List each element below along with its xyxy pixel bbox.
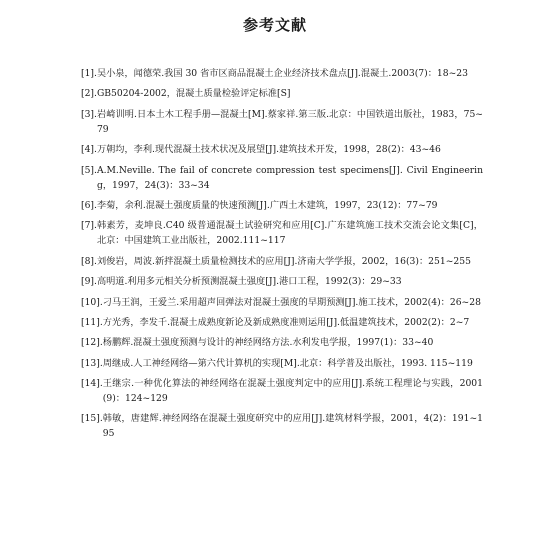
reference-text: 吴小泉，闻德荣.我国 30 省市区商品混凝土企业经济技术盘点[J].混凝土.2003(7)：18~23: [96, 68, 468, 79]
reference-list: [81, 66, 483, 447]
reference-number: [8].: [81, 255, 97, 267]
reference-text: 杨鹏辉.混凝土强度预测与设计的神经网络方法.水利发电学报，1997(1)：33~40: [102, 337, 434, 349]
reference-text: GB50204-2002，混凝土质量检验评定标准[S]: [96, 88, 291, 100]
reference-item: [81, 107, 483, 137]
reference-item: [81, 142, 483, 157]
reference-text: 万朝均，李利.现代混凝土技术状况及展望[J].建筑技术开发，1998，28(2)：43~46: [96, 144, 441, 156]
reference-number: [3].: [81, 108, 97, 120]
reference-text: 王继宗.一种优化算法的神经网络在混凝土强度判定中的应用[J].系统工程理论与实践，2001(9)：124~129: [102, 378, 483, 405]
reference-item: [81, 86, 483, 101]
reference-item: [81, 335, 483, 350]
reference-number: [11].: [81, 316, 103, 328]
reference-text: 方光秀，李发千.混凝土成熟度新论及新成熟度准则运用[J].低温建筑技术，2002(2)：2~7: [102, 316, 470, 328]
reference-number: [13].: [81, 357, 103, 369]
reference-item: [81, 376, 483, 406]
reference-text: 岩崎训明.日本土木工程手册—混凝土[M].蔡家祥.第三版.北京：中国铁道出版社，1983，75~79: [96, 108, 483, 135]
reference-number: [5].: [81, 164, 97, 176]
reference-number: [6].: [81, 199, 97, 211]
reference-number: [2].: [81, 88, 97, 100]
reference-item: [81, 254, 483, 269]
reference-item: [81, 295, 483, 310]
reference-text: A.M.Neville. The fail of concrete compression test specimens[J]. Civil Engineering，1997，24(3)：33~34: [96, 164, 483, 191]
reference-text: 韩素芳，麦坤良.C40 级普通混凝土试验研究和应用[C].广东建筑施工技术交流会论文集[C]，北京：中国建筑工业出版社，2002.111~117: [96, 220, 483, 247]
reference-item: [81, 163, 483, 193]
reference-number: [9].: [81, 276, 97, 288]
reference-item: [81, 198, 483, 213]
reference-text: 刁马王润，王爱兰.采用超声回弹法对混凝土强度的早期预测[J].施工技术，2002(4)：26~28: [102, 296, 481, 308]
reference-item: [81, 356, 483, 371]
page-title: 参考文献: [242, 16, 307, 34]
reference-item: [81, 315, 483, 330]
reference-number: [12].: [81, 337, 103, 349]
reference-text: 韩敏，唐建辉.神经网络在混凝土强度研究中的应用[J].建筑材料学报，2001，4(2)：191~195: [102, 413, 483, 440]
reference-number: [4].: [81, 144, 97, 156]
reference-item: [81, 274, 483, 289]
reference-text: 高明道.利用多元相关分析预测混凝土强度[J].港口工程，1992(3)：29~33: [96, 276, 402, 288]
reference-item: [81, 66, 483, 81]
reference-number: [15].: [81, 413, 103, 425]
reference-text: 刘俊岩，周波.新拌混凝土质量检测技术的应用[J].济南大学学报，2002，16(3)：251~255: [96, 255, 471, 267]
reference-text: 李菊，余利.混凝土强度质量的快速预测[J].广西土木建筑，1997，23(12)：77~79: [96, 199, 438, 211]
reference-number: [7].: [81, 220, 97, 232]
reference-number: [14].: [81, 378, 103, 390]
reference-number: [1].: [81, 68, 97, 79]
reference-number: [10].: [81, 296, 103, 308]
reference-item: [81, 411, 483, 441]
reference-item: [81, 218, 483, 248]
reference-text: 周继成.人工神经网络—第六代计算机的实现[M].北京：科学普及出版社，1993. 115~119: [102, 357, 473, 369]
